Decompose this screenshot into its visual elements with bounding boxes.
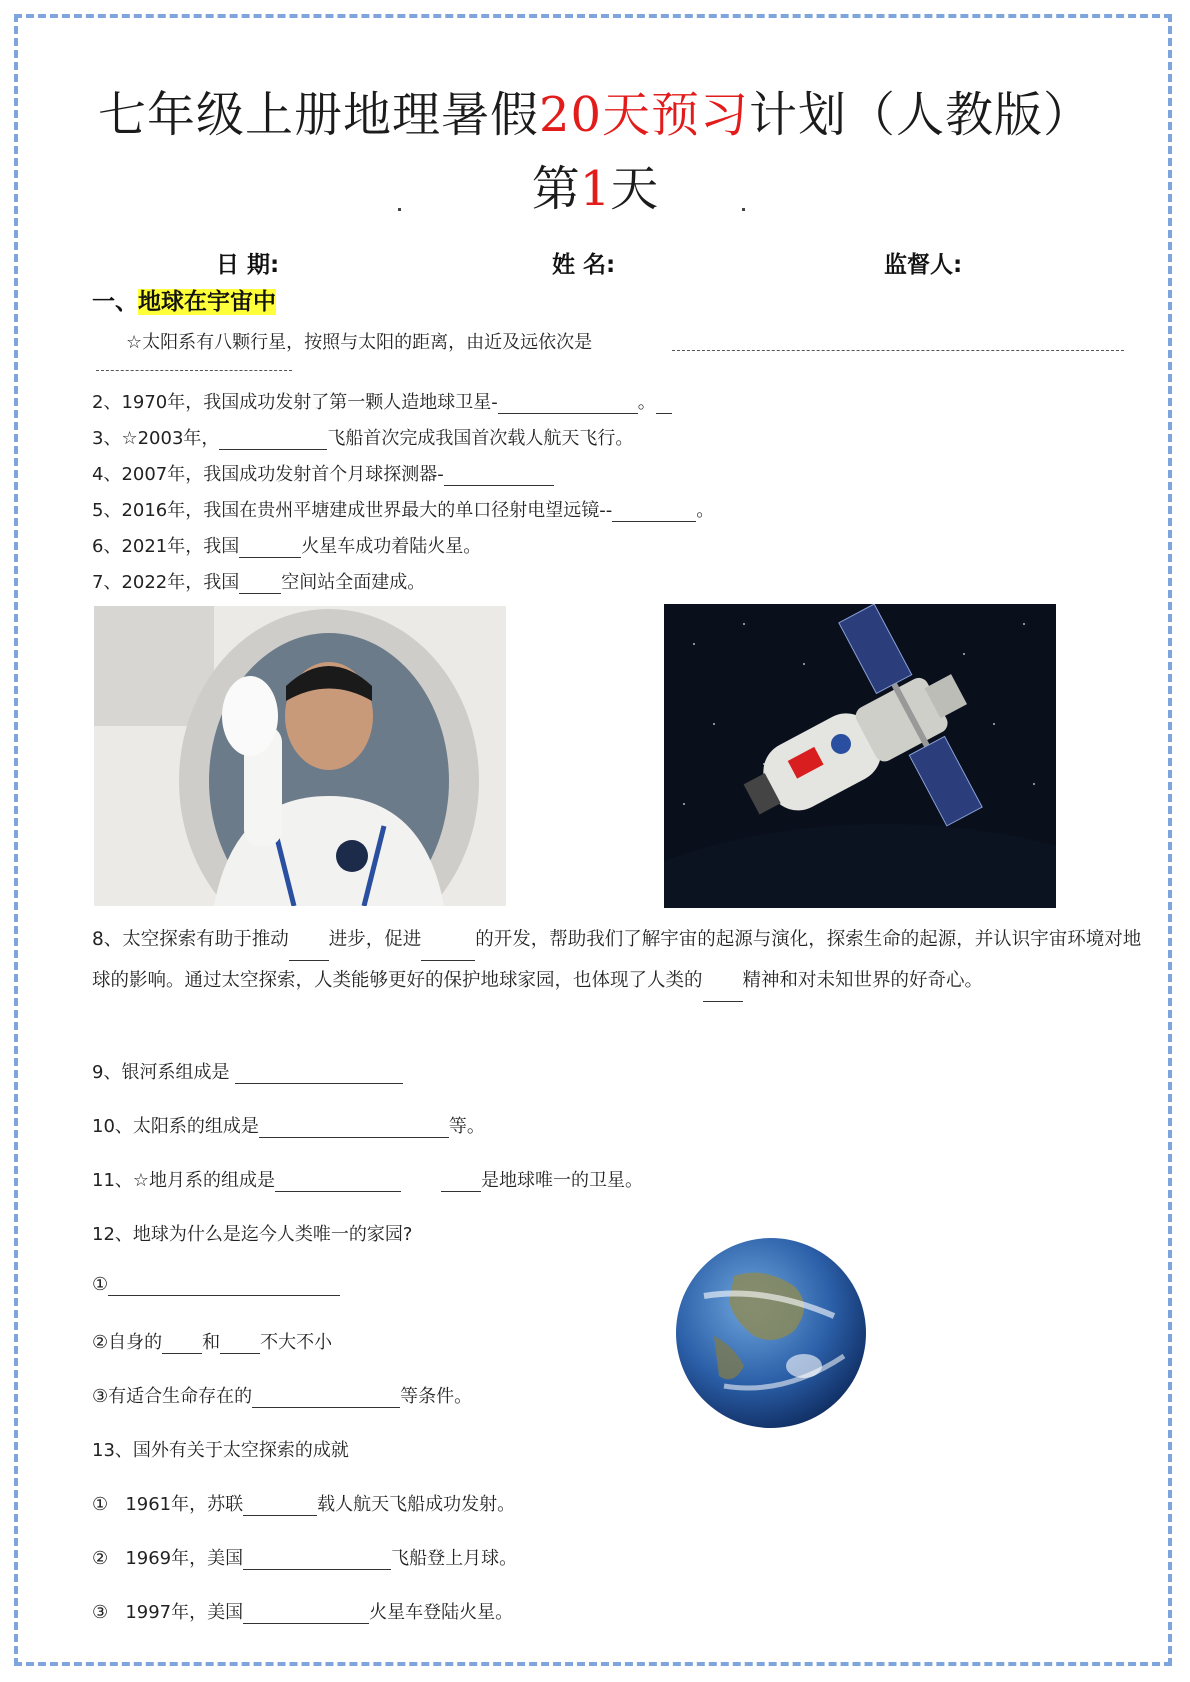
question-12-1-number: ① — [92, 1274, 109, 1295]
answer-line[interactable] — [239, 572, 281, 594]
earth-illustration — [674, 1236, 868, 1430]
answer-line[interactable] — [672, 350, 1124, 351]
question-13 — [92, 1436, 349, 1462]
title-highlight: 20天预习 — [538, 87, 750, 143]
question-7 — [92, 568, 425, 594]
question-6-text-b: 火星车成功着陆火星。 — [301, 536, 482, 557]
question-13-3-text: 1997年，美国 — [125, 1602, 244, 1623]
question-13-2-text: 1969年，美国 — [125, 1548, 244, 1569]
question-12-text: 12、地球为什么是迄今人类唯一的家园? — [92, 1224, 413, 1245]
question-13-2-text-b: 飞船登上月球。 — [391, 1548, 518, 1569]
question-12-2-text-c: 不大不小 — [260, 1332, 333, 1353]
question-12-2-text-b: 和 — [202, 1332, 221, 1353]
answer-line[interactable] — [239, 536, 301, 558]
decorative-dot — [742, 208, 745, 211]
answer-line[interactable] — [96, 370, 292, 371]
answer-line[interactable] — [275, 1170, 401, 1192]
question-13-item-2 — [92, 1544, 517, 1570]
answer-line[interactable] — [235, 1062, 403, 1084]
question-12-3-text-b: 等条件。 — [400, 1386, 473, 1407]
question-5-text: 5、2016年，我国在贵州平塘建成世界最大的单口径射电望远镜-- — [92, 500, 613, 521]
question-12-item-3 — [92, 1382, 472, 1408]
question-3-text: 3、☆2003年， — [92, 428, 220, 449]
question-8-text-c: 的开发，帮助我们了解宇宙的起源与演化，探索生命的起源，并认识宇宙环境对地球的影响。通过太空探索，人类能够更好的保护地球家园，也体现了人类的 — [92, 929, 1142, 991]
answer-line[interactable] — [219, 428, 327, 450]
question-13-item-3 — [92, 1598, 513, 1624]
answer-line[interactable] — [498, 392, 638, 414]
question-13-1-number: ① — [92, 1494, 109, 1515]
question-12-item-2 — [92, 1328, 332, 1354]
question-8-text-b: 进步，促进 — [328, 929, 422, 950]
section-heading — [92, 283, 276, 316]
day-prefix: 第 — [531, 161, 580, 217]
question-7-text: 7、2022年，我国 — [92, 572, 240, 593]
question-12-2-text: ②自身的 — [92, 1332, 163, 1353]
question-13-item-1 — [92, 1490, 515, 1516]
answer-line[interactable] — [259, 1116, 449, 1138]
question-2-text: 2、1970年，我国成功发射了第一颗人造地球卫星- — [92, 392, 498, 413]
question-3-text-b: 飞船首次完成我国首次载人航天飞行。 — [327, 428, 634, 449]
question-13-3-text-b: 火星车登陆火星。 — [369, 1602, 514, 1623]
question-8-text: 8、太空探索有助于推动 — [92, 929, 289, 950]
astronaut-illustration — [94, 606, 506, 906]
answer-line[interactable] — [612, 500, 696, 522]
earth-image — [674, 1236, 868, 1430]
question-6-text: 6、2021年，我国 — [92, 536, 240, 557]
question-4-text: 4、2007年，我国成功发射首个月球探测器- — [92, 464, 444, 485]
section-number: 一、 — [92, 289, 138, 315]
supervisor-label: 监督人: — [884, 252, 963, 278]
answer-line[interactable] — [421, 920, 475, 961]
question-5 — [92, 496, 714, 522]
question-8 — [92, 920, 1142, 1002]
question-12-3-text: ③有适合生命存在的 — [92, 1386, 253, 1407]
answer-line[interactable] — [243, 1494, 317, 1516]
question-13-1-text: 1961年，苏联 — [125, 1494, 244, 1515]
page-subtitle — [0, 150, 1190, 219]
section-title: 地球在宇宙中 — [138, 289, 276, 315]
question-7-text-b: 空间站全面建成。 — [281, 572, 426, 593]
question-13-1-text-b: 载人航天飞船成功发射。 — [317, 1494, 516, 1515]
question-4 — [92, 460, 554, 486]
question-10-text: 10、太阳系的组成是 — [92, 1116, 259, 1137]
answer-line[interactable] — [243, 1602, 369, 1624]
answer-line[interactable] — [108, 1274, 340, 1296]
space-station-illustration — [664, 604, 1056, 908]
answer-line[interactable] — [441, 1170, 481, 1192]
question-11 — [92, 1166, 643, 1192]
question-3 — [92, 424, 633, 450]
date-label: 日 期: — [216, 252, 280, 278]
question-8-text-d: 精神和对未知世界的好奇心。 — [742, 970, 984, 991]
question-9 — [92, 1058, 403, 1084]
answer-line[interactable] — [656, 392, 672, 414]
question-11-text: 11、☆地月系的组成是 — [92, 1170, 276, 1191]
answer-line[interactable] — [444, 464, 554, 486]
question-13-2-number: ② — [92, 1548, 109, 1569]
question-13-text: 13、国外有关于太空探索的成就 — [92, 1440, 349, 1461]
answer-line[interactable] — [289, 920, 329, 961]
answer-line[interactable] — [252, 1386, 400, 1408]
question-13-3-number: ③ — [92, 1602, 109, 1623]
answer-line[interactable] — [703, 961, 743, 1002]
question-1 — [126, 328, 592, 354]
question-12 — [92, 1220, 412, 1246]
answer-line[interactable] — [243, 1548, 391, 1570]
day-suffix: 天 — [610, 161, 659, 217]
question-11-text-b: 是地球唯一的卫星。 — [481, 1170, 644, 1191]
question-9-text: 9、银河系组成是 — [92, 1062, 230, 1083]
question-10 — [92, 1112, 485, 1138]
decorative-dot — [398, 208, 401, 211]
title-part2: 计划（人教版） — [749, 87, 1093, 143]
title-part1: 七年级上册地理暑假 — [97, 87, 539, 143]
answer-line[interactable] — [220, 1332, 260, 1354]
question-10-text-b: 等。 — [448, 1116, 485, 1137]
answer-line[interactable] — [162, 1332, 202, 1354]
question-5-end: 。 — [696, 500, 715, 521]
question-12-item-1 — [92, 1274, 340, 1296]
question-2-end: 。 — [637, 392, 656, 413]
space-station-photo — [664, 604, 1056, 908]
astronaut-photo — [94, 606, 506, 906]
day-number: 1 — [579, 161, 611, 217]
name-label: 姓 名: — [552, 252, 616, 278]
page-title — [0, 76, 1190, 145]
question-6 — [92, 532, 481, 558]
question-1-text: ☆太阳系有八颗行星，按照与太阳的距离，由近及远依次是 — [126, 332, 593, 353]
question-2 — [92, 388, 672, 414]
